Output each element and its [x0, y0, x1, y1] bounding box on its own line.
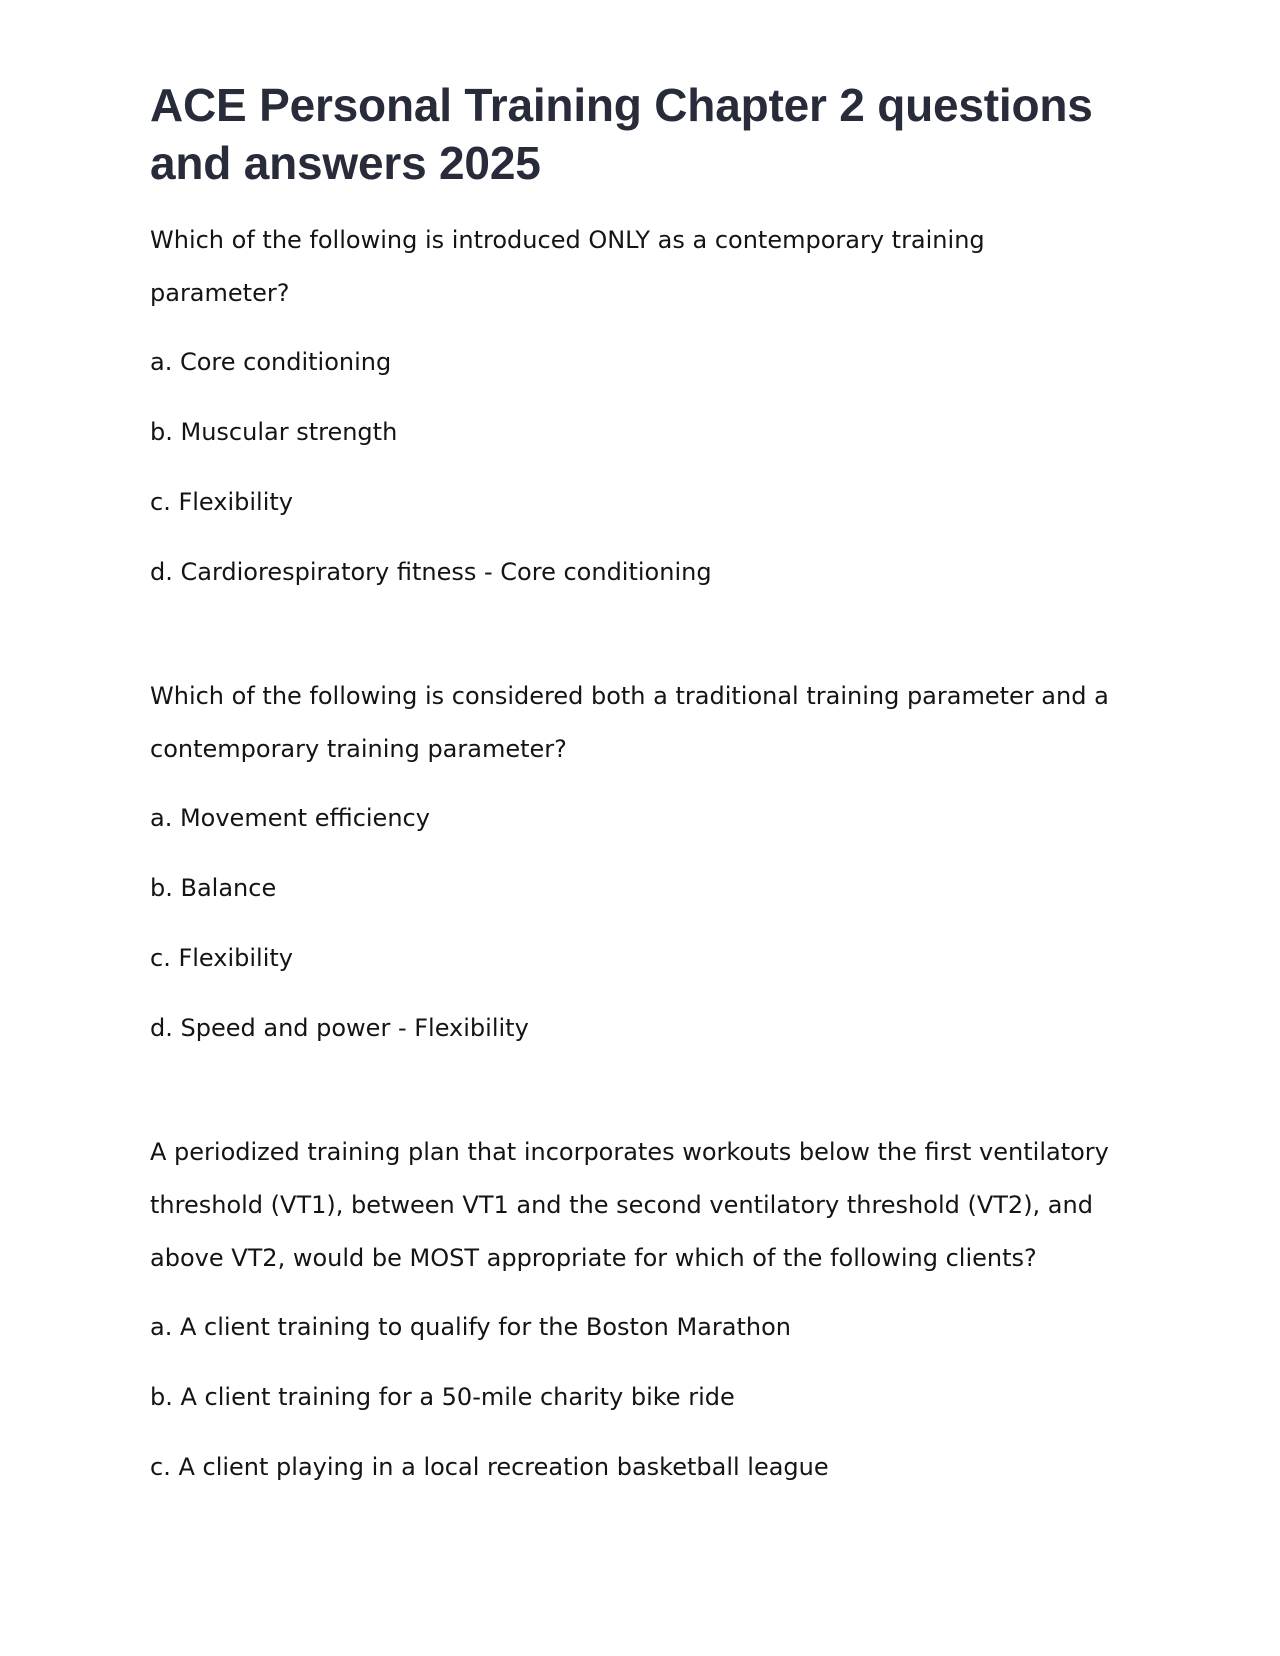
answer-option: b. Muscular strength [150, 418, 398, 446]
answer-option: d. Cardiorespiratory fitness - Core conditioning [150, 558, 712, 586]
answer-option: c. Flexibility [150, 944, 293, 972]
question-text: Which of the following is introduced ONLY as a contemporary training parameter? [150, 226, 985, 307]
answer-option: a. A client training to qualify for the Boston Marathon [150, 1313, 791, 1341]
answer-option: c. A client playing in a local recreation basketball league [150, 1453, 829, 1481]
answer-option: b. Balance [150, 874, 277, 902]
answer-option: b. A client training for a 50-mile charity bike ride [150, 1383, 735, 1411]
answer-option: c. Flexibility [150, 488, 293, 516]
question-text: A periodized training plan that incorporates workouts below the first ventilatory threshold (VT1), between VT1 and the second ventilatory threshold (VT2), and above VT2, would be MOST appropriate for which of the following clients? [150, 1138, 1109, 1272]
document-title: ACE Personal Training Chapter 2 questions and answers 2025 [150, 79, 1093, 189]
question-block [150, 670, 1130, 1056]
answer-option: a. Movement efficiency [150, 804, 430, 832]
question-text: Which of the following is considered both a traditional training parameter and a contemporary training parameter? [150, 682, 1109, 763]
question-block [150, 214, 1130, 600]
question-block [150, 1126, 1130, 1495]
answer-option: d. Speed and power - Flexibility [150, 1014, 529, 1042]
answer-option: a. Core conditioning [150, 348, 392, 376]
document-page [150, 76, 1130, 1495]
